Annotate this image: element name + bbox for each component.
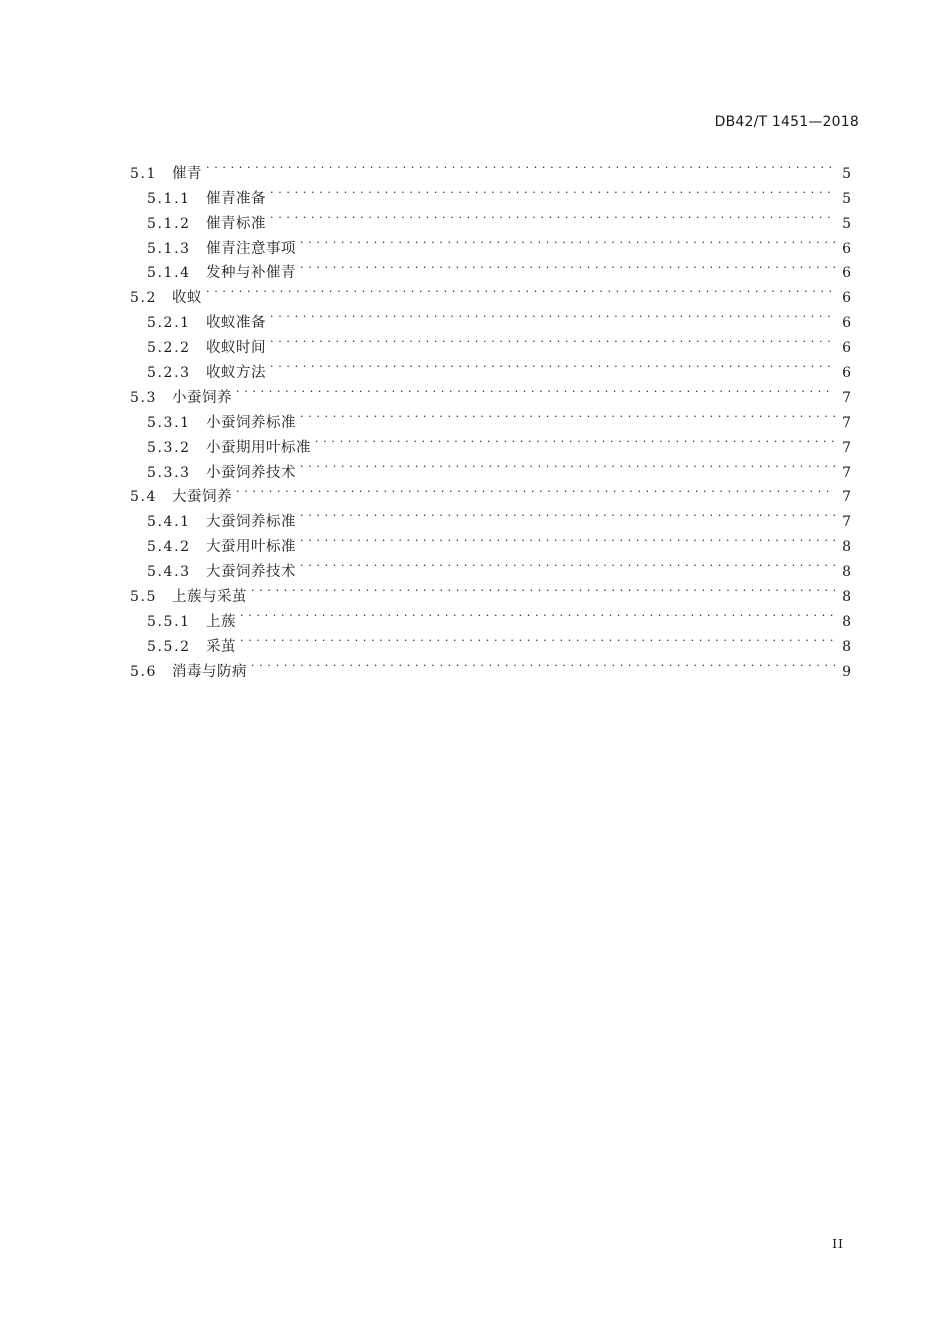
toc-dot-leader <box>270 327 835 352</box>
toc-entry-page: 5 <box>842 215 851 232</box>
toc-entry-page: 7 <box>842 514 851 531</box>
toc-entry-number: 5.4.3 <box>147 564 191 581</box>
toc-dot-leader <box>270 302 835 327</box>
toc-entry-title: 发种与补催青 <box>206 265 296 282</box>
toc-entry-5-4-1[interactable] <box>130 501 851 531</box>
toc-dot-leader <box>315 427 835 452</box>
toc-entry-number: 5.1.1 <box>147 190 191 207</box>
toc-dot-leader <box>300 402 835 427</box>
toc-dot-leader <box>300 452 835 477</box>
toc-entry-5-5-2[interactable] <box>130 626 851 655</box>
toc-entry-title: 收蚁 <box>172 290 202 307</box>
toc-entry-page: 7 <box>842 389 851 406</box>
toc-entry-5-6[interactable] <box>130 651 851 680</box>
toc-entry-title: 收蚁方法 <box>206 365 266 382</box>
table-of-contents <box>130 153 851 680</box>
toc-entry-page: 6 <box>842 265 851 282</box>
toc-dot-leader <box>270 178 835 203</box>
toc-entry-page: 5 <box>842 165 851 182</box>
toc-entry-number: 5.1.3 <box>147 240 191 257</box>
toc-entry-page: 7 <box>842 464 851 481</box>
toc-entry-page: 7 <box>842 414 851 431</box>
toc-entry-number: 5.6 <box>130 663 158 680</box>
toc-entry-title: 上蔟 <box>206 613 236 630</box>
toc-entry-title: 采茧 <box>206 638 236 655</box>
toc-entry-number: 5.3.2 <box>147 439 191 456</box>
toc-entry-number: 5.4 <box>130 489 158 506</box>
toc-entry-title: 大蚕饲养技术 <box>206 564 296 581</box>
toc-dot-leader <box>270 352 835 377</box>
toc-entry-title: 小蚕期用叶标准 <box>206 439 311 456</box>
document-code: DB42/T 1451—2018 <box>714 114 859 130</box>
toc-dot-leader <box>236 477 835 502</box>
toc-entry-title: 大蚕用叶标准 <box>206 539 296 556</box>
toc-entry-title: 大蚕饲养标准 <box>206 514 296 531</box>
toc-entry-title: 上蔟与采茧 <box>172 589 247 606</box>
toc-dot-leader <box>270 203 835 228</box>
toc-dot-leader <box>300 228 835 253</box>
toc-entry-number: 5.2.2 <box>147 340 191 357</box>
toc-entry-5-2-1[interactable] <box>130 302 851 332</box>
toc-entry-title: 收蚁准备 <box>206 315 266 332</box>
toc-entry-5-4[interactable] <box>130 477 851 506</box>
toc-dot-leader <box>251 576 835 601</box>
toc-entry-number: 5.3.3 <box>147 464 191 481</box>
toc-entry-page: 9 <box>842 663 851 680</box>
toc-entry-title: 催青准备 <box>206 190 266 207</box>
toc-entry-page: 7 <box>842 439 851 456</box>
toc-entry-page: 7 <box>842 489 851 506</box>
toc-entry-title: 大蚕饲养 <box>172 489 232 506</box>
toc-dot-leader <box>300 253 835 278</box>
toc-dot-leader <box>240 626 835 651</box>
toc-entry-number: 5.4.1 <box>147 514 191 531</box>
toc-entry-number: 5.5 <box>130 589 158 606</box>
toc-entry-page: 6 <box>842 240 851 257</box>
toc-dot-leader <box>300 526 835 551</box>
toc-entry-page: 6 <box>842 315 851 332</box>
toc-entry-page: 8 <box>842 613 851 630</box>
toc-entry-5-1[interactable] <box>130 153 851 182</box>
toc-entry-number: 5.1.4 <box>147 265 191 282</box>
toc-entry-page: 6 <box>842 365 851 382</box>
toc-entry-number: 5.5.2 <box>147 638 191 655</box>
toc-dot-leader <box>206 153 835 178</box>
toc-entry-5-3[interactable] <box>130 377 851 406</box>
toc-entry-title: 催青标准 <box>206 215 266 232</box>
toc-entry-title: 小蚕饲养技术 <box>206 464 296 481</box>
toc-entry-number: 5.4.2 <box>147 539 191 556</box>
toc-dot-leader <box>206 277 835 302</box>
toc-entry-title: 收蚁时间 <box>206 340 266 357</box>
toc-entry-page: 8 <box>842 589 851 606</box>
toc-entry-number: 5.3.1 <box>147 414 191 431</box>
toc-dot-leader <box>251 651 835 676</box>
toc-entry-page: 6 <box>842 340 851 357</box>
toc-entry-page: 8 <box>842 638 851 655</box>
toc-entry-title: 催青 <box>172 165 202 182</box>
toc-entry-page: 5 <box>842 190 851 207</box>
toc-entry-page: 8 <box>842 539 851 556</box>
toc-entry-title: 催青注意事项 <box>206 240 296 257</box>
toc-entry-page: 6 <box>842 290 851 307</box>
toc-entry-page: 8 <box>842 564 851 581</box>
toc-entry-number: 5.2 <box>130 290 158 307</box>
toc-entry-5-2[interactable] <box>130 277 851 307</box>
toc-entry-number: 5.5.1 <box>147 613 191 630</box>
toc-entry-number: 5.2.1 <box>147 315 191 332</box>
toc-dot-leader <box>300 501 835 526</box>
page-number: II <box>832 1236 844 1251</box>
toc-entry-number: 5.1 <box>130 165 158 182</box>
toc-entry-5-1-1[interactable] <box>130 178 851 207</box>
toc-dot-leader <box>300 551 835 576</box>
toc-entry-5-3-1[interactable] <box>130 402 851 431</box>
toc-entry-title: 小蚕饲养 <box>172 389 232 406</box>
toc-dot-leader <box>240 601 835 626</box>
toc-entry-number: 5.3 <box>130 389 158 406</box>
toc-entry-number: 5.1.2 <box>147 215 191 232</box>
toc-entry-number: 5.2.3 <box>147 365 191 382</box>
toc-entry-title: 小蚕饲养标准 <box>206 414 296 431</box>
toc-entry-title: 消毒与防病 <box>172 663 247 680</box>
toc-dot-leader <box>236 377 835 402</box>
